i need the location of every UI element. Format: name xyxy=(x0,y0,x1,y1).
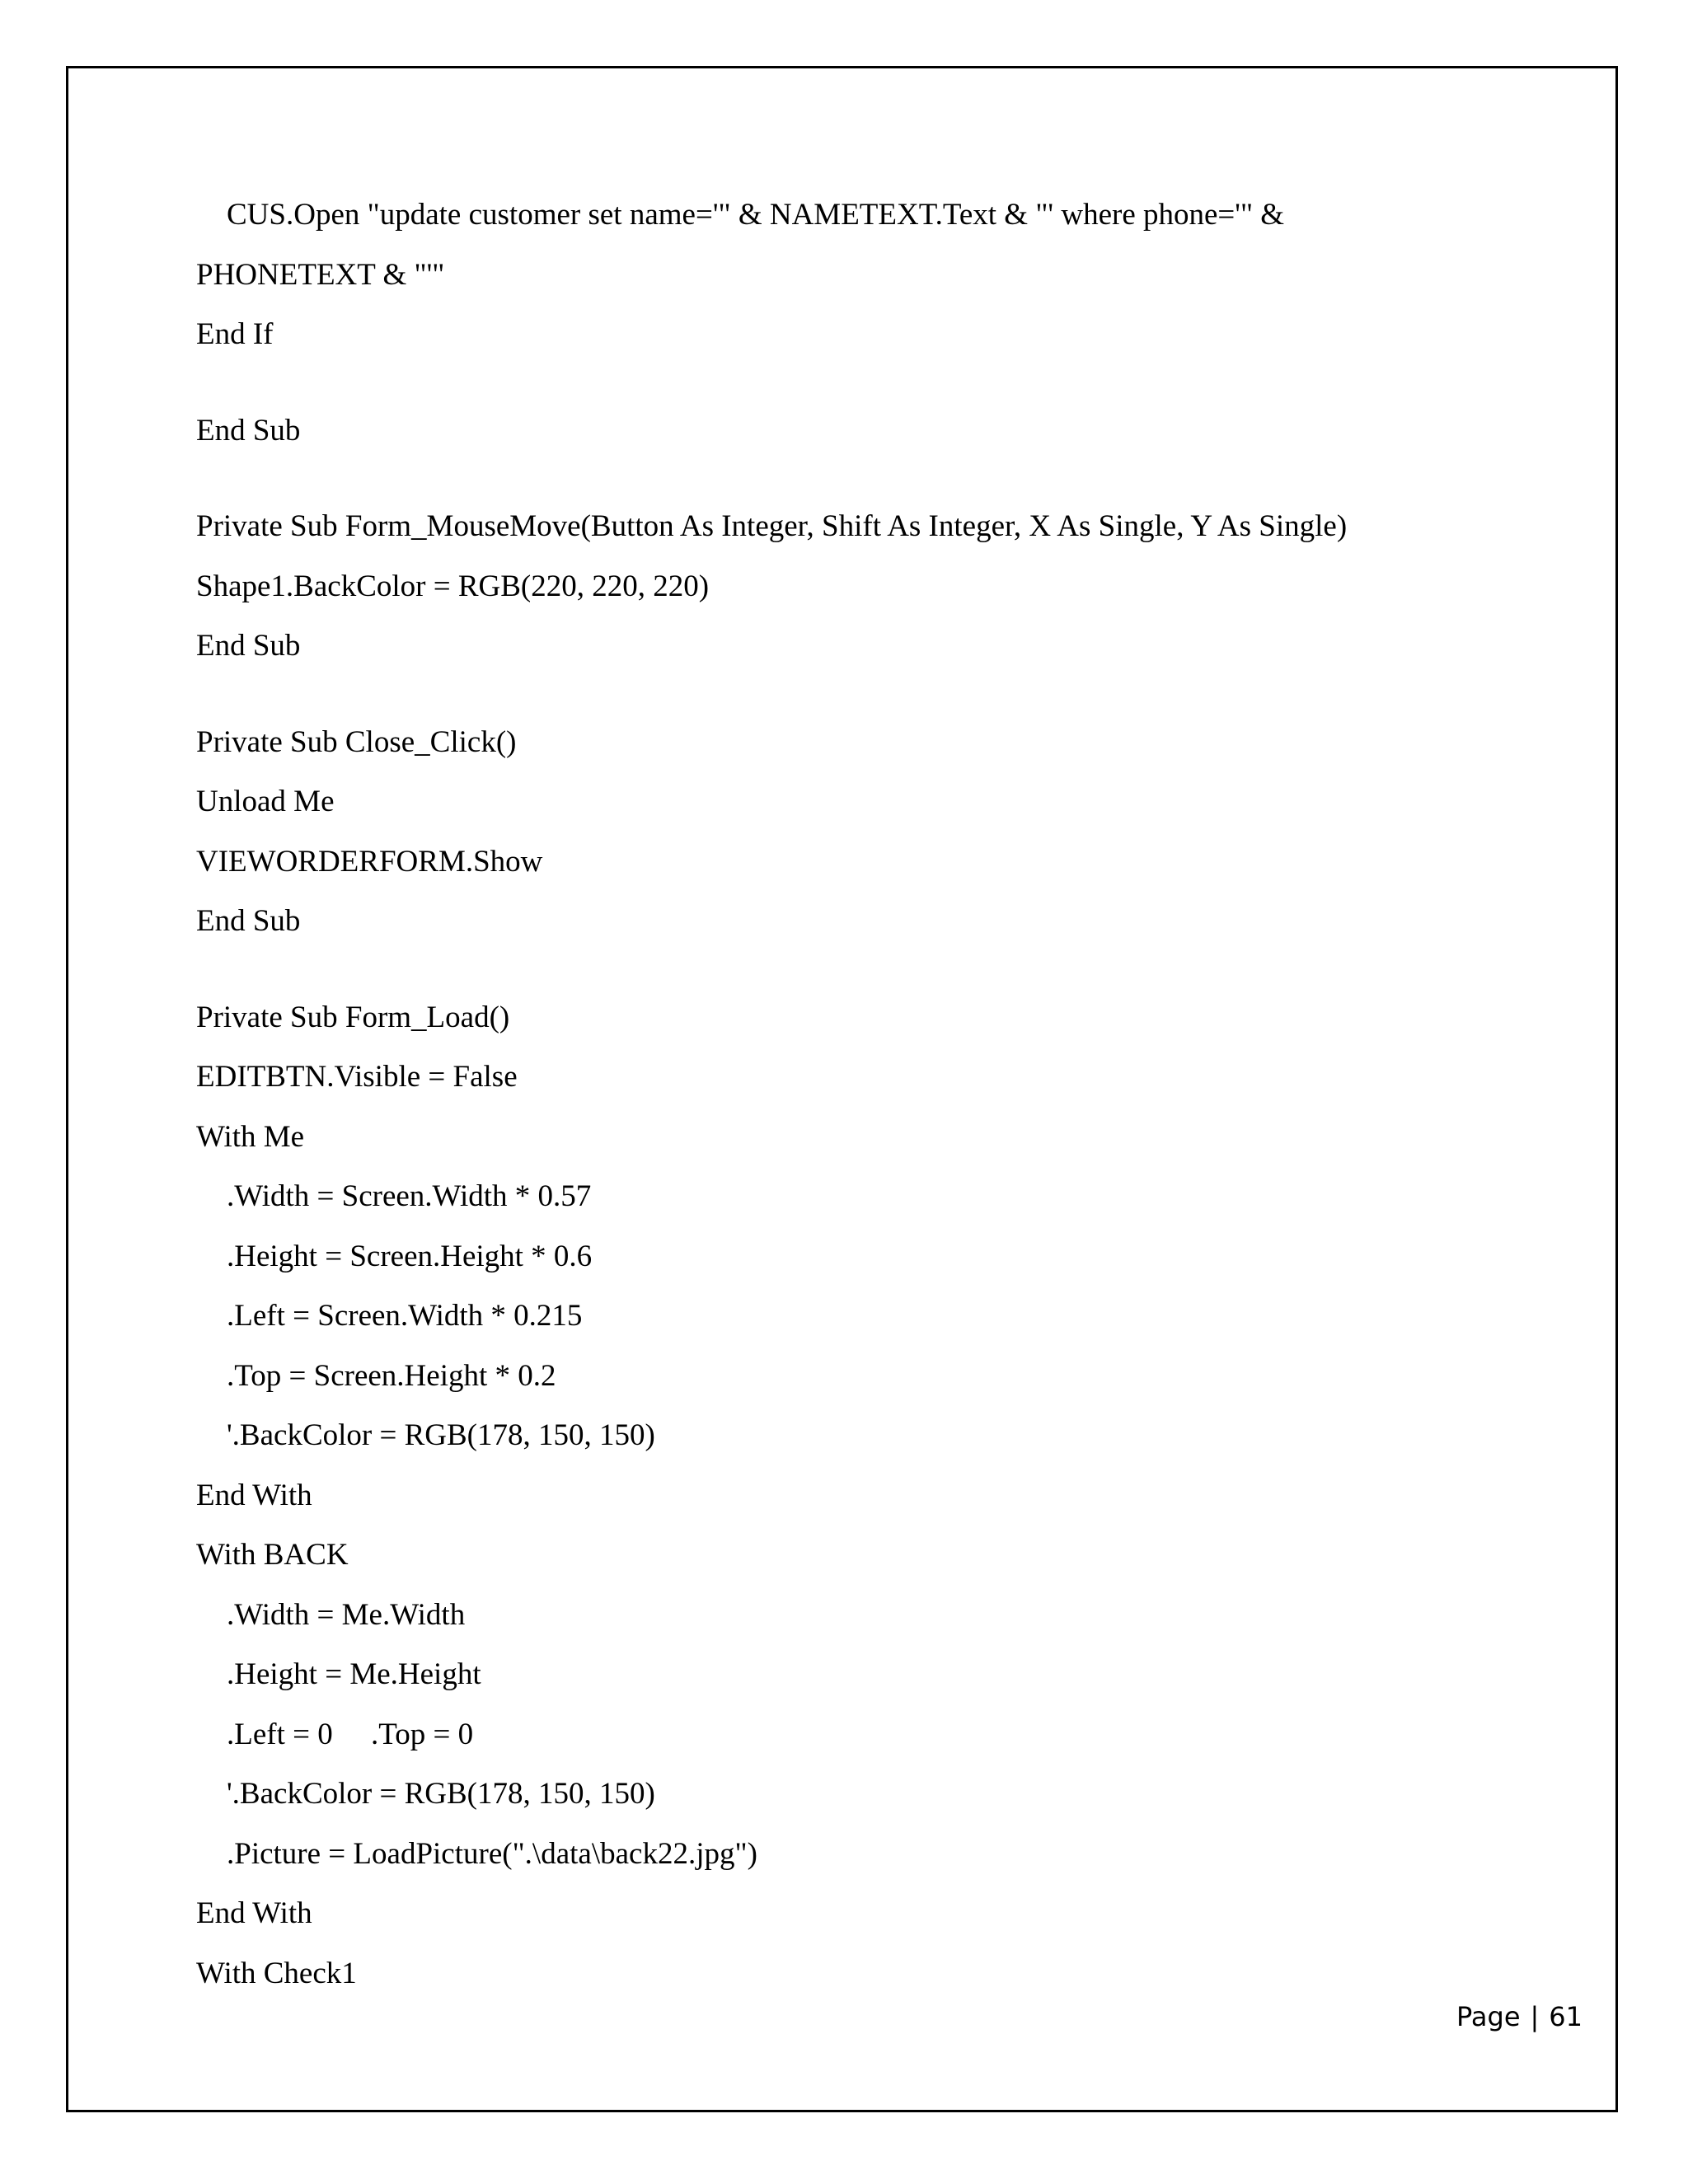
code-line: End If xyxy=(196,317,274,351)
page-label: Page xyxy=(1456,2001,1521,2032)
code-line: .Picture = LoadPicture(".\data\back22.jpg") xyxy=(227,1836,757,1871)
code-line: Private Sub Close_Click() xyxy=(196,724,517,759)
code-line: Unload Me xyxy=(196,785,335,818)
code-line: End Sub xyxy=(196,629,301,663)
code-line: .Top = Screen.Height * 0.2 xyxy=(227,1358,556,1393)
code-line: Shape1.BackColor = RGB(220, 220, 220) xyxy=(196,569,710,603)
code-line: End With xyxy=(196,1896,312,1930)
code-line: .Height = Screen.Height * 0.6 xyxy=(227,1239,593,1273)
code-line: .Left = Screen.Width * 0.215 xyxy=(227,1299,583,1333)
code-listing xyxy=(196,190,1515,2008)
page-footer xyxy=(1456,2001,1582,2032)
page-number: 61 xyxy=(1549,2001,1582,2032)
code-line: End Sub xyxy=(196,904,301,938)
code-line: .Width = Me.Width xyxy=(227,1597,466,1632)
code-line: With Me xyxy=(196,1119,305,1154)
code-line: .Left = 0 .Top = 0 xyxy=(227,1717,474,1751)
code-line: .Height = Me.Height xyxy=(227,1657,481,1691)
code-line: .Width = Screen.Width * 0.57 xyxy=(227,1179,592,1213)
code-line: With Check1 xyxy=(196,1956,357,1990)
code-line: Private Sub Form_Load() xyxy=(196,1000,510,1034)
code-line: '.BackColor = RGB(178, 150, 150) xyxy=(227,1777,655,1811)
page-separator: | xyxy=(1530,2001,1540,2032)
code-line: VIEWORDERFORM.Show xyxy=(196,844,543,879)
code-line: CUS.Open "update customer set name='" & NAMETEXT.Text & "' where phone='" & xyxy=(227,198,1285,232)
code-line: End Sub xyxy=(196,413,301,448)
code-line: EDITBTN.Visible = False xyxy=(196,1060,518,1094)
code-line: '.BackColor = RGB(178, 150, 150) xyxy=(227,1418,655,1452)
code-line: End With xyxy=(196,1478,312,1512)
code-line: Private Sub Form_MouseMove(Button As Integer, Shift As Integer, X As Single, Y As Single) xyxy=(196,509,1348,543)
code-line: PHONETEXT & "'" xyxy=(196,257,445,292)
code-line: With BACK xyxy=(196,1538,349,1572)
